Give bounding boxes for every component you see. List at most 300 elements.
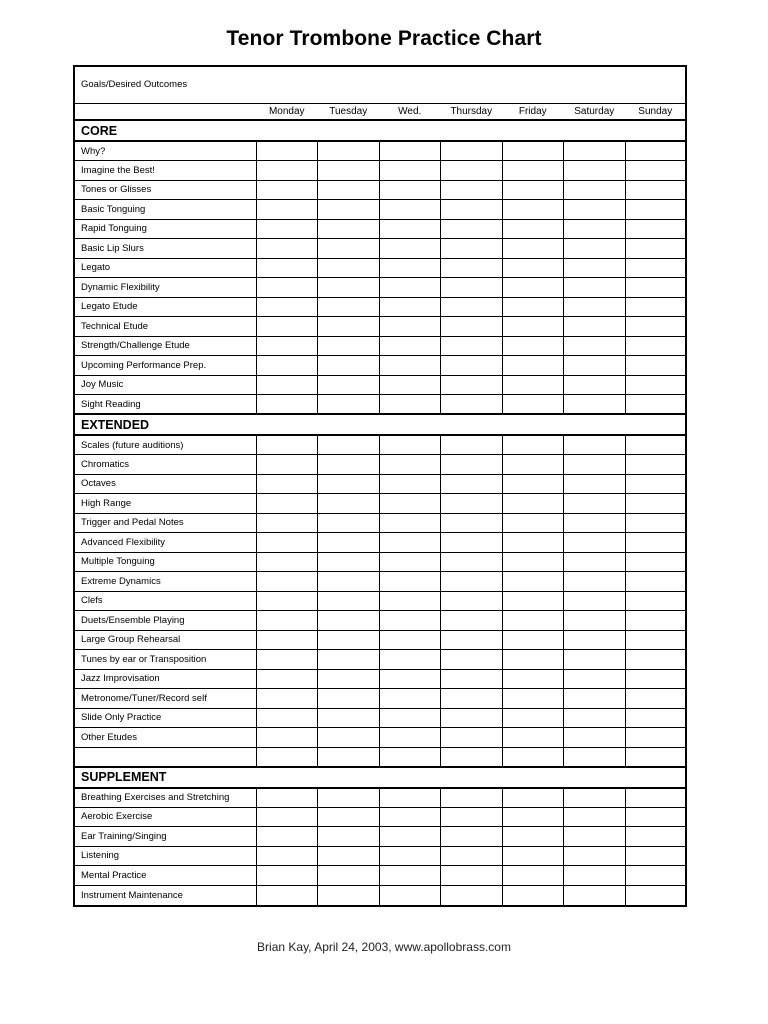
practice-check-cell[interactable] bbox=[379, 788, 441, 808]
practice-check-cell[interactable] bbox=[625, 572, 686, 592]
practice-check-cell[interactable] bbox=[441, 219, 503, 239]
practice-check-cell[interactable] bbox=[379, 435, 441, 455]
practice-item-label: Scales (future auditions) bbox=[75, 435, 256, 455]
practice-check-cell[interactable] bbox=[564, 219, 626, 239]
day-header-1: Tuesday bbox=[318, 103, 380, 120]
practice-check-cell[interactable] bbox=[625, 630, 686, 650]
practice-check-cell[interactable] bbox=[441, 611, 503, 631]
practice-check-cell[interactable] bbox=[564, 200, 626, 220]
practice-check-cell[interactable] bbox=[318, 356, 380, 376]
practice-check-cell[interactable] bbox=[502, 141, 564, 161]
practice-item-label: Why? bbox=[75, 141, 256, 161]
practice-check-cell[interactable] bbox=[625, 533, 686, 553]
practice-check-cell[interactable] bbox=[441, 513, 503, 533]
practice-check-cell[interactable] bbox=[564, 356, 626, 376]
section-header-row bbox=[75, 120, 686, 141]
practice-check-cell[interactable] bbox=[318, 807, 380, 827]
practice-row bbox=[75, 533, 686, 553]
practice-row bbox=[75, 317, 686, 337]
practice-check-cell[interactable] bbox=[256, 591, 318, 611]
practice-check-cell[interactable] bbox=[318, 200, 380, 220]
practice-check-cell[interactable] bbox=[318, 728, 380, 748]
practice-check-cell[interactable] bbox=[564, 513, 626, 533]
practice-check-cell[interactable] bbox=[379, 728, 441, 748]
day-header-5: Saturday bbox=[564, 103, 626, 120]
practice-check-cell[interactable] bbox=[256, 200, 318, 220]
practice-check-cell[interactable] bbox=[379, 180, 441, 200]
practice-check-cell[interactable] bbox=[256, 728, 318, 748]
practice-item-label: Breathing Exercises and Stretching bbox=[75, 788, 256, 808]
practice-check-cell[interactable] bbox=[502, 689, 564, 709]
practice-check-cell[interactable] bbox=[318, 650, 380, 670]
practice-check-cell[interactable] bbox=[564, 572, 626, 592]
practice-check-cell[interactable] bbox=[379, 708, 441, 728]
practice-check-cell[interactable] bbox=[318, 866, 380, 886]
practice-check-cell[interactable] bbox=[625, 180, 686, 200]
practice-check-cell[interactable] bbox=[502, 474, 564, 494]
practice-check-cell[interactable] bbox=[502, 866, 564, 886]
practice-check-cell[interactable] bbox=[564, 161, 626, 181]
practice-check-cell[interactable] bbox=[318, 297, 380, 317]
practice-check-cell[interactable] bbox=[625, 297, 686, 317]
practice-check-cell[interactable] bbox=[318, 219, 380, 239]
practice-check-cell[interactable] bbox=[441, 572, 503, 592]
practice-check-cell[interactable] bbox=[256, 708, 318, 728]
practice-check-cell[interactable] bbox=[379, 141, 441, 161]
practice-check-cell[interactable] bbox=[502, 591, 564, 611]
practice-check-cell[interactable] bbox=[564, 494, 626, 514]
practice-check-cell[interactable] bbox=[256, 141, 318, 161]
practice-check-cell[interactable] bbox=[625, 866, 686, 886]
practice-check-cell[interactable] bbox=[625, 788, 686, 808]
practice-check-cell[interactable] bbox=[256, 474, 318, 494]
practice-check-cell[interactable] bbox=[379, 885, 441, 905]
practice-check-cell[interactable] bbox=[256, 219, 318, 239]
practice-check-cell[interactable] bbox=[256, 494, 318, 514]
practice-check-cell[interactable] bbox=[318, 513, 380, 533]
practice-check-cell[interactable] bbox=[379, 630, 441, 650]
practice-check-cell[interactable] bbox=[564, 807, 626, 827]
practice-check-cell[interactable] bbox=[502, 650, 564, 670]
practice-check-cell[interactable] bbox=[379, 455, 441, 475]
practice-check-cell[interactable] bbox=[625, 807, 686, 827]
day-header-4: Friday bbox=[502, 103, 564, 120]
practice-check-cell[interactable] bbox=[502, 395, 564, 415]
practice-check-cell[interactable] bbox=[625, 650, 686, 670]
practice-check-cell[interactable] bbox=[318, 591, 380, 611]
practice-check-cell[interactable] bbox=[441, 317, 503, 337]
practice-check-cell[interactable] bbox=[256, 846, 318, 866]
practice-check-cell[interactable] bbox=[564, 395, 626, 415]
practice-check-cell[interactable] bbox=[379, 375, 441, 395]
practice-check-cell[interactable] bbox=[256, 630, 318, 650]
practice-check-cell[interactable] bbox=[256, 689, 318, 709]
practice-check-cell[interactable] bbox=[256, 336, 318, 356]
practice-item-label: Instrument Maintenance bbox=[75, 885, 256, 905]
practice-row bbox=[75, 846, 686, 866]
practice-check-cell[interactable] bbox=[256, 552, 318, 572]
practice-check-cell[interactable] bbox=[441, 435, 503, 455]
practice-check-cell[interactable] bbox=[625, 669, 686, 689]
practice-check-cell[interactable] bbox=[318, 435, 380, 455]
practice-check-cell[interactable] bbox=[379, 494, 441, 514]
practice-check-cell[interactable] bbox=[502, 513, 564, 533]
practice-check-cell[interactable] bbox=[318, 494, 380, 514]
practice-check-cell[interactable] bbox=[564, 866, 626, 886]
practice-check-cell[interactable] bbox=[502, 239, 564, 259]
practice-check-cell[interactable] bbox=[441, 161, 503, 181]
practice-check-cell[interactable] bbox=[318, 317, 380, 337]
practice-check-cell[interactable] bbox=[441, 297, 503, 317]
practice-check-cell[interactable] bbox=[564, 455, 626, 475]
practice-check-cell[interactable] bbox=[564, 708, 626, 728]
practice-check-cell[interactable] bbox=[379, 572, 441, 592]
practice-check-cell[interactable] bbox=[502, 297, 564, 317]
practice-check-cell[interactable] bbox=[625, 200, 686, 220]
practice-check-cell[interactable] bbox=[318, 533, 380, 553]
practice-check-cell[interactable] bbox=[625, 219, 686, 239]
practice-check-cell[interactable] bbox=[256, 161, 318, 181]
practice-check-cell[interactable] bbox=[318, 258, 380, 278]
practice-check-cell[interactable] bbox=[379, 395, 441, 415]
practice-check-cell[interactable] bbox=[256, 885, 318, 905]
practice-check-cell[interactable] bbox=[441, 728, 503, 748]
practice-check-cell[interactable] bbox=[502, 827, 564, 847]
practice-check-cell[interactable] bbox=[379, 669, 441, 689]
practice-check-cell[interactable] bbox=[564, 239, 626, 259]
practice-check-cell[interactable] bbox=[379, 846, 441, 866]
practice-check-cell[interactable] bbox=[502, 728, 564, 748]
day-header-2: Wed. bbox=[379, 103, 441, 120]
practice-check-cell[interactable] bbox=[379, 747, 441, 767]
practice-check-cell[interactable] bbox=[256, 258, 318, 278]
practice-check-cell[interactable] bbox=[318, 180, 380, 200]
practice-check-cell[interactable] bbox=[318, 572, 380, 592]
practice-check-cell[interactable] bbox=[441, 494, 503, 514]
practice-check-cell[interactable] bbox=[379, 827, 441, 847]
practice-row bbox=[75, 689, 686, 709]
practice-check-cell[interactable] bbox=[441, 630, 503, 650]
practice-check-cell[interactable] bbox=[502, 435, 564, 455]
practice-check-cell[interactable] bbox=[256, 435, 318, 455]
practice-check-cell[interactable] bbox=[502, 317, 564, 337]
practice-check-cell[interactable] bbox=[318, 669, 380, 689]
practice-check-cell[interactable] bbox=[441, 591, 503, 611]
practice-check-cell[interactable] bbox=[441, 533, 503, 553]
practice-check-cell[interactable] bbox=[441, 336, 503, 356]
practice-item-label: Multiple Tonguing bbox=[75, 552, 256, 572]
practice-row bbox=[75, 747, 686, 767]
practice-check-cell[interactable] bbox=[256, 669, 318, 689]
practice-check-cell[interactable] bbox=[564, 141, 626, 161]
practice-check-cell[interactable] bbox=[441, 258, 503, 278]
practice-check-cell[interactable] bbox=[625, 552, 686, 572]
practice-check-cell[interactable] bbox=[379, 239, 441, 259]
practice-check-cell[interactable] bbox=[256, 239, 318, 259]
practice-check-cell[interactable] bbox=[441, 846, 503, 866]
practice-check-cell[interactable] bbox=[318, 239, 380, 259]
practice-check-cell[interactable] bbox=[502, 356, 564, 376]
practice-check-cell[interactable] bbox=[502, 788, 564, 808]
practice-check-cell[interactable] bbox=[379, 278, 441, 298]
practice-check-cell[interactable] bbox=[625, 258, 686, 278]
practice-check-cell[interactable] bbox=[441, 669, 503, 689]
practice-check-cell[interactable] bbox=[256, 807, 318, 827]
practice-check-cell[interactable] bbox=[564, 885, 626, 905]
practice-check-cell[interactable] bbox=[625, 708, 686, 728]
practice-check-cell[interactable] bbox=[379, 336, 441, 356]
practice-check-cell[interactable] bbox=[564, 180, 626, 200]
practice-check-cell[interactable] bbox=[564, 317, 626, 337]
practice-check-cell[interactable] bbox=[379, 689, 441, 709]
practice-check-cell[interactable] bbox=[318, 630, 380, 650]
practice-check-cell[interactable] bbox=[379, 591, 441, 611]
practice-check-cell[interactable] bbox=[256, 650, 318, 670]
practice-check-cell[interactable] bbox=[625, 141, 686, 161]
chart-body bbox=[75, 67, 686, 905]
practice-check-cell[interactable] bbox=[564, 258, 626, 278]
practice-check-cell[interactable] bbox=[564, 336, 626, 356]
practice-check-cell[interactable] bbox=[625, 827, 686, 847]
practice-check-cell[interactable] bbox=[256, 611, 318, 631]
practice-check-cell[interactable] bbox=[502, 630, 564, 650]
practice-check-cell[interactable] bbox=[441, 200, 503, 220]
practice-check-cell[interactable] bbox=[502, 747, 564, 767]
practice-check-cell[interactable] bbox=[318, 708, 380, 728]
practice-check-cell[interactable] bbox=[502, 708, 564, 728]
practice-check-cell[interactable] bbox=[502, 611, 564, 631]
practice-check-cell[interactable] bbox=[256, 513, 318, 533]
practice-check-cell[interactable] bbox=[318, 455, 380, 475]
practice-item-label: Octaves bbox=[75, 474, 256, 494]
practice-check-cell[interactable] bbox=[318, 747, 380, 767]
practice-check-cell[interactable] bbox=[256, 572, 318, 592]
practice-check-cell[interactable] bbox=[625, 846, 686, 866]
practice-check-cell[interactable] bbox=[625, 455, 686, 475]
practice-check-cell[interactable] bbox=[256, 788, 318, 808]
practice-check-cell[interactable] bbox=[379, 161, 441, 181]
practice-check-cell[interactable] bbox=[564, 474, 626, 494]
days-header-row bbox=[75, 103, 686, 120]
practice-check-cell[interactable] bbox=[502, 219, 564, 239]
practice-check-cell[interactable] bbox=[502, 455, 564, 475]
practice-check-cell[interactable] bbox=[564, 669, 626, 689]
practice-check-cell[interactable] bbox=[379, 474, 441, 494]
practice-row bbox=[75, 356, 686, 376]
practice-check-cell[interactable] bbox=[502, 669, 564, 689]
practice-check-cell[interactable] bbox=[502, 258, 564, 278]
practice-check-cell[interactable] bbox=[379, 552, 441, 572]
practice-check-cell[interactable] bbox=[318, 141, 380, 161]
practice-check-cell[interactable] bbox=[625, 161, 686, 181]
practice-check-cell[interactable] bbox=[564, 533, 626, 553]
practice-check-cell[interactable] bbox=[502, 807, 564, 827]
practice-check-cell[interactable] bbox=[441, 141, 503, 161]
practice-row bbox=[75, 650, 686, 670]
practice-check-cell[interactable] bbox=[564, 689, 626, 709]
practice-check-cell[interactable] bbox=[318, 552, 380, 572]
practice-check-cell[interactable] bbox=[564, 788, 626, 808]
practice-check-cell[interactable] bbox=[502, 572, 564, 592]
practice-check-cell[interactable] bbox=[502, 552, 564, 572]
practice-check-cell[interactable] bbox=[625, 747, 686, 767]
practice-check-cell[interactable] bbox=[256, 317, 318, 337]
practice-check-cell[interactable] bbox=[318, 885, 380, 905]
practice-check-cell[interactable] bbox=[256, 533, 318, 553]
practice-check-cell[interactable] bbox=[256, 747, 318, 767]
practice-check-cell[interactable] bbox=[564, 846, 626, 866]
practice-check-cell[interactable] bbox=[256, 356, 318, 376]
practice-check-cell[interactable] bbox=[379, 258, 441, 278]
practice-row bbox=[75, 219, 686, 239]
practice-check-cell[interactable] bbox=[502, 885, 564, 905]
practice-check-cell[interactable] bbox=[564, 827, 626, 847]
practice-check-cell[interactable] bbox=[441, 455, 503, 475]
practice-check-cell[interactable] bbox=[256, 395, 318, 415]
practice-check-cell[interactable] bbox=[625, 728, 686, 748]
practice-check-cell[interactable] bbox=[441, 708, 503, 728]
practice-check-cell[interactable] bbox=[379, 356, 441, 376]
day-header-0: Monday bbox=[256, 103, 318, 120]
practice-check-cell[interactable] bbox=[564, 278, 626, 298]
practice-check-cell[interactable] bbox=[318, 827, 380, 847]
practice-check-cell[interactable] bbox=[625, 278, 686, 298]
practice-row bbox=[75, 258, 686, 278]
practice-check-cell[interactable] bbox=[502, 200, 564, 220]
practice-item-label: Legato Etude bbox=[75, 297, 256, 317]
practice-check-cell[interactable] bbox=[625, 239, 686, 259]
practice-check-cell[interactable] bbox=[564, 611, 626, 631]
practice-check-cell[interactable] bbox=[564, 747, 626, 767]
practice-check-cell[interactable] bbox=[625, 356, 686, 376]
practice-check-cell[interactable] bbox=[441, 356, 503, 376]
practice-check-cell[interactable] bbox=[379, 650, 441, 670]
practice-check-cell[interactable] bbox=[256, 455, 318, 475]
practice-check-cell[interactable] bbox=[441, 474, 503, 494]
practice-check-cell[interactable] bbox=[564, 552, 626, 572]
practice-check-cell[interactable] bbox=[625, 336, 686, 356]
practice-check-cell[interactable] bbox=[564, 435, 626, 455]
goals-label: Goals/Desired Outcomes bbox=[81, 79, 188, 91]
practice-check-cell[interactable] bbox=[318, 375, 380, 395]
practice-check-cell[interactable] bbox=[441, 788, 503, 808]
practice-check-cell[interactable] bbox=[441, 827, 503, 847]
practice-check-cell[interactable] bbox=[318, 278, 380, 298]
practice-item-label: Chromatics bbox=[75, 455, 256, 475]
practice-check-cell[interactable] bbox=[625, 611, 686, 631]
practice-check-cell[interactable] bbox=[502, 494, 564, 514]
practice-check-cell[interactable] bbox=[379, 807, 441, 827]
practice-check-cell[interactable] bbox=[625, 885, 686, 905]
practice-check-cell[interactable] bbox=[441, 747, 503, 767]
practice-check-cell[interactable] bbox=[379, 317, 441, 337]
practice-check-cell[interactable] bbox=[441, 807, 503, 827]
practice-check-cell[interactable] bbox=[502, 846, 564, 866]
practice-check-cell[interactable] bbox=[441, 650, 503, 670]
practice-check-cell[interactable] bbox=[625, 474, 686, 494]
practice-check-cell[interactable] bbox=[564, 650, 626, 670]
practice-check-cell[interactable] bbox=[318, 611, 380, 631]
practice-check-cell[interactable] bbox=[625, 689, 686, 709]
practice-check-cell[interactable] bbox=[441, 375, 503, 395]
practice-check-cell[interactable] bbox=[625, 317, 686, 337]
practice-check-cell[interactable] bbox=[318, 846, 380, 866]
practice-check-cell[interactable] bbox=[441, 239, 503, 259]
practice-check-cell[interactable] bbox=[564, 591, 626, 611]
practice-check-cell[interactable] bbox=[625, 375, 686, 395]
practice-check-cell[interactable] bbox=[318, 161, 380, 181]
practice-check-cell[interactable] bbox=[441, 866, 503, 886]
practice-check-cell[interactable] bbox=[379, 200, 441, 220]
practice-check-cell[interactable] bbox=[379, 219, 441, 239]
practice-row bbox=[75, 455, 686, 475]
practice-check-cell[interactable] bbox=[625, 591, 686, 611]
practice-check-cell[interactable] bbox=[625, 435, 686, 455]
practice-check-cell[interactable] bbox=[379, 513, 441, 533]
practice-row bbox=[75, 297, 686, 317]
practice-check-cell[interactable] bbox=[379, 866, 441, 886]
practice-check-cell[interactable] bbox=[318, 474, 380, 494]
practice-check-cell[interactable] bbox=[379, 611, 441, 631]
practice-item-label: Jazz Improvisation bbox=[75, 669, 256, 689]
practice-check-cell[interactable] bbox=[625, 395, 686, 415]
practice-check-cell[interactable] bbox=[441, 885, 503, 905]
practice-check-cell[interactable] bbox=[502, 161, 564, 181]
practice-check-cell[interactable] bbox=[318, 395, 380, 415]
practice-check-cell[interactable] bbox=[564, 375, 626, 395]
practice-check-cell[interactable] bbox=[502, 278, 564, 298]
practice-check-cell[interactable] bbox=[318, 689, 380, 709]
practice-item-label: Joy Music bbox=[75, 375, 256, 395]
practice-check-cell[interactable] bbox=[441, 395, 503, 415]
practice-check-cell[interactable] bbox=[441, 180, 503, 200]
practice-check-cell[interactable] bbox=[379, 297, 441, 317]
practice-check-cell[interactable] bbox=[625, 513, 686, 533]
practice-row bbox=[75, 866, 686, 886]
practice-check-cell[interactable] bbox=[318, 788, 380, 808]
practice-check-cell[interactable] bbox=[625, 494, 686, 514]
section-title: CORE bbox=[75, 120, 686, 141]
practice-row bbox=[75, 788, 686, 808]
practice-check-cell[interactable] bbox=[564, 728, 626, 748]
days-header-blank bbox=[75, 103, 256, 120]
practice-check-cell[interactable] bbox=[256, 180, 318, 200]
practice-check-cell[interactable] bbox=[379, 533, 441, 553]
practice-check-cell[interactable] bbox=[564, 297, 626, 317]
practice-check-cell[interactable] bbox=[256, 375, 318, 395]
goals-cell[interactable] bbox=[75, 67, 686, 103]
practice-check-cell[interactable] bbox=[502, 533, 564, 553]
practice-check-cell[interactable] bbox=[502, 180, 564, 200]
practice-check-cell[interactable] bbox=[318, 336, 380, 356]
practice-check-cell[interactable] bbox=[441, 278, 503, 298]
practice-check-cell[interactable] bbox=[256, 278, 318, 298]
practice-row bbox=[75, 885, 686, 905]
practice-row bbox=[75, 669, 686, 689]
practice-row bbox=[75, 474, 686, 494]
practice-check-cell[interactable] bbox=[502, 375, 564, 395]
practice-check-cell[interactable] bbox=[441, 552, 503, 572]
practice-check-cell[interactable] bbox=[256, 866, 318, 886]
practice-check-cell[interactable] bbox=[256, 297, 318, 317]
practice-check-cell[interactable] bbox=[564, 630, 626, 650]
practice-check-cell[interactable] bbox=[441, 689, 503, 709]
practice-check-cell[interactable] bbox=[502, 336, 564, 356]
practice-row bbox=[75, 807, 686, 827]
footer-credit: Brian Kay, April 24, 2003, www.apollobrass.com bbox=[257, 940, 511, 954]
practice-item-label: Basic Lip Slurs bbox=[75, 239, 256, 259]
practice-check-cell[interactable] bbox=[256, 827, 318, 847]
